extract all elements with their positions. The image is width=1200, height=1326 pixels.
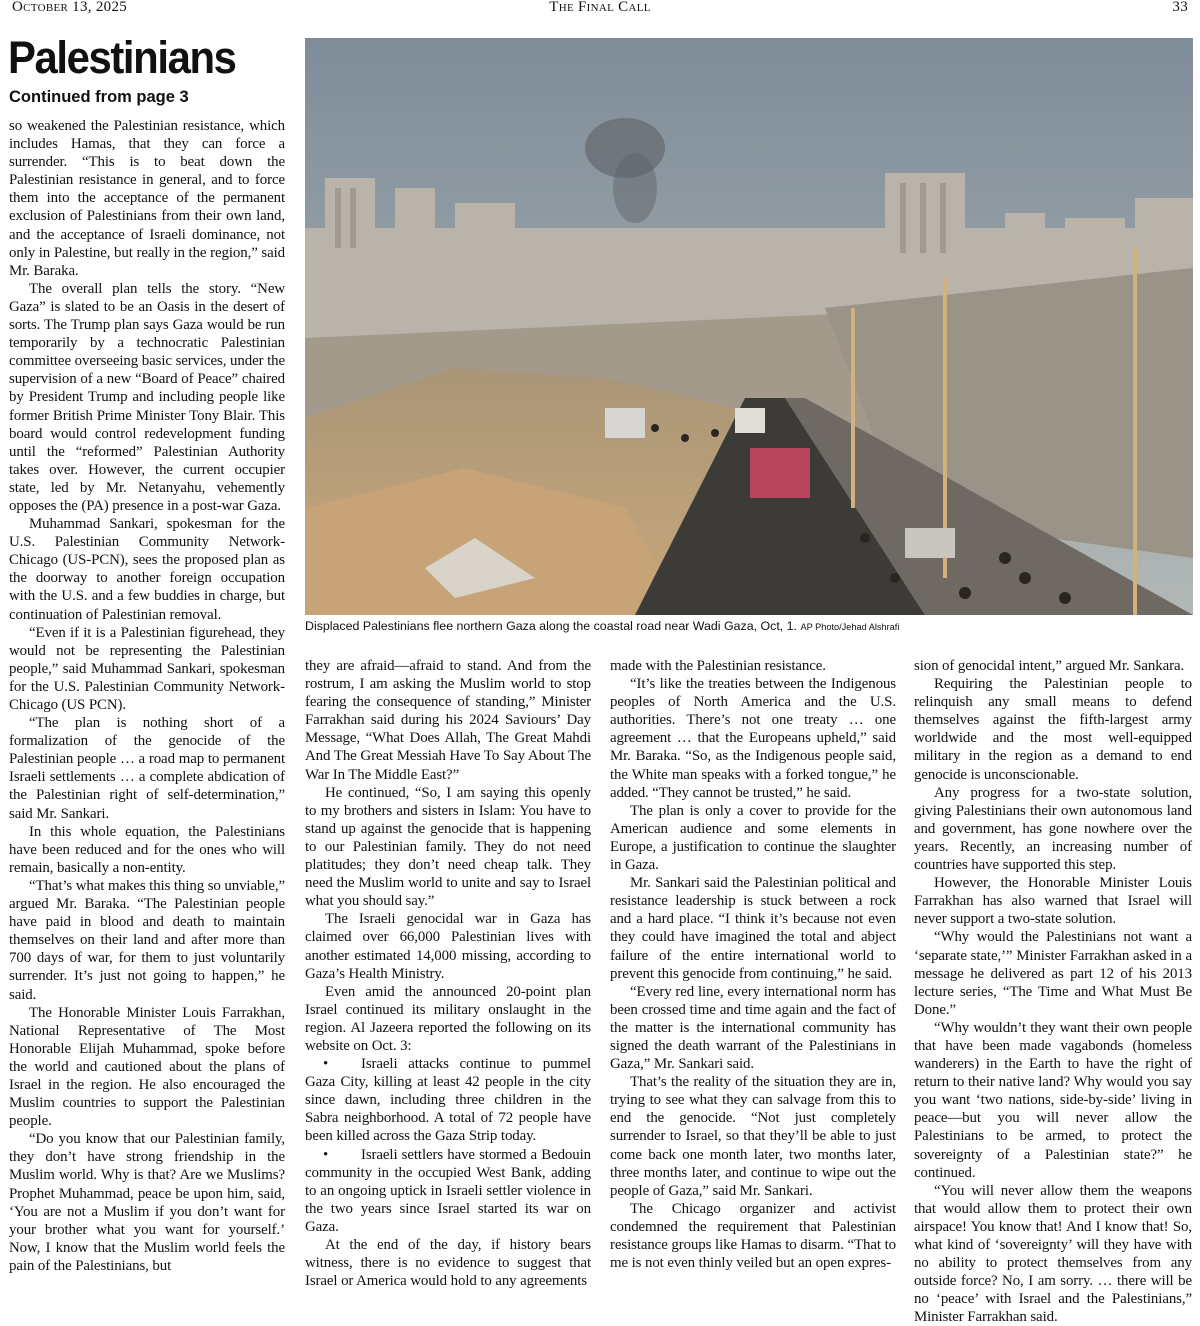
news-photo xyxy=(305,38,1193,615)
bullet-text: Israeli settlers have stormed a Bedouin community in the occupied West Bank, adding to an ongoing uptick in Israeli settler violence in the two years since Israel started its war on Gaza. xyxy=(305,1146,591,1235)
article-headline: Palestinians xyxy=(8,32,236,83)
continued-note: Continued from page 3 xyxy=(9,88,189,106)
photo-credit: AP Photo/Jehad Alshrafi xyxy=(800,622,900,632)
paragraph: made with the Palestinian resistance. xyxy=(610,658,826,674)
paragraph: they are afraid—afraid to stand. And from the rostrum, I am asking the Muslim world to stop fearing the consequence of standing,” Minister Farrakhan said during his 2024 Saviours’ Day Message, “What Does Allah, The Great Mahdi And The Great Messiah Have To Say About The War In The Middle East?” xyxy=(305,658,591,783)
bullet-marker: • xyxy=(323,1056,329,1073)
paragraph: “It’s like the treaties between the Indigenous peoples of North America and the U.S. authorities. There’s not one treaty … one agreement … that the Europeans upheld,” said Mr. Baraka. “So, as the Indigenous people said, the White man speaks with a forked tongue,” he added. “They cannot be trusted,” he said. xyxy=(610,676,896,801)
paragraph: sion of genocidal intent,” argued Mr. Sankara. xyxy=(914,658,1185,674)
gaza-road-illustration xyxy=(305,38,1193,615)
bullet-item xyxy=(305,1055,591,1145)
paragraph: The overall plan tells the story. “New Gaza” is slated to be an Oasis in the desert of sorts. The Trump plan says Gaza would be run temporarily by a technocratic Palestinian committee overseeing basic services, under the supervision of a new “Board of Peace” chaired by President Trump and including people like former British Prime Minister Tony Blair. This board would control redevelopment funding until the “reformed” Palestinian Authority takes over. However, the current occupier state, led by Mr. Netanyahu, vehemently opposes the (PA) presence in a post-war Gaza. xyxy=(9,280,285,514)
page-number: 33 xyxy=(1172,0,1188,15)
paragraph: He continued, “So, I am saying this openly to my brothers and sisters in Islam: You have to stand up against the genocide that is happening to our Palestinian family. They do not need platitudes; they don’t need cheap talk. They need the Muslim world to unite and say to Israel what you should say.” xyxy=(305,784,591,910)
paragraph: In this whole equation, the Palestinians have been reduced and for the ones who will remain, basically a non-entity. xyxy=(9,823,285,876)
paragraph: Requiring the Palestinian people to relinquish any small means to defend themselves against the fifth-largest army worldwide and the most well-equipped military in the region as a demand to end genocide is unconscionable. xyxy=(914,676,1192,783)
article-column-3 xyxy=(610,657,896,1272)
paragraph: However, the Honorable Minister Louis Farrakhan has also warned that Israel will never support a two-state solution. xyxy=(914,875,1192,928)
paragraph: Even amid the announced 20-point plan Israel continued its military onslaught in the region. Al Jazeera reported the following on its website on Oct. 3: xyxy=(305,983,591,1054)
paragraph: Any progress for a two-state solution, giving Palestinians their own autonomous land and government, has gone nowhere over the years. Recently, an increasing number of countries have supported this step. xyxy=(914,784,1192,874)
paragraph: The Israeli genocidal war in Gaza has claimed over 66,000 Palestinian lives with another estimated 14,000 missing, according to Gaza’s Health Ministry. xyxy=(305,911,591,982)
paragraph: The plan is only a cover to provide for the American audience and some elements in Europe, a justification to continue the slaughter in Gaza. xyxy=(610,802,896,874)
paragraph: “The plan is nothing short of a formalization of the genocide of the Palestinian people … a road map to permanent Israeli settlements … a complete abdication of the Palestinian right of self-determination,” said Mr. Sankari. xyxy=(9,715,285,822)
paragraph: “Do you know that our Palestinian family, they don’t have strong friendship in the Muslim world. Why is that? Are we Muslims? Prophet Muhammad, peace be upon him, said, ‘You are not a Muslim if you don’t want for your brother what you want for yourself.’ Now, I know that the Muslim world feels the pain of the Palestinians, but xyxy=(9,1131,285,1274)
paragraph: “Why wouldn’t they want their own people that have been made vagabonds (homeless wanderers) in the Earth to have the right of return to their native land? Why would you say you want ‘two nations, side-by-side’ living in peace—but you will never allow the Palestinians to be armed, to protect the sovereignty of a Palestinian state?” he continued. xyxy=(914,1019,1192,1181)
paragraph: Mr. Sankari said the Palestinian political and resistance leadership is stuck between a rock and a hard place. “I think it’s because not even they could have imagined the total and abject failure of the entire international world to prevent this genocide from continuing,” he said. xyxy=(610,875,896,982)
newspaper-name: The Final Call xyxy=(549,0,651,15)
paragraph: At the end of the day, if history bears witness, there is no evidence to suggest that Israel or America would hold to any agreements xyxy=(305,1237,591,1290)
article-column-1 xyxy=(9,117,285,1275)
paragraph: Muhammad Sankari, spokesman for the U.S. Palestinian Community Network-Chicago (US-PCN), sees the proposed plan as the doorway to another foreign occupation with the U.S. and a few buddies in charge, but continuation of Palestinian removal. xyxy=(9,516,285,623)
paragraph: The Chicago organizer and activist condemned the requirement that Palestinian resistance groups like Hamas to disarm. “That to me is not even thinly veiled but an open expres- xyxy=(610,1200,896,1272)
issue-date: October 13, 2025 xyxy=(12,0,128,15)
paragraph: “Even if it is a Palestinian figurehead, they would not be representing the Palestinian people,” said Muhammad Sankari, spokesman for the U.S. Palestinian Community Network-Chicago (US PCN). xyxy=(9,624,285,713)
caption-text: Displaced Palestinians flee northern Gaza along the coastal road near Wadi Gaza, Oct, 1. xyxy=(305,619,797,633)
bullet-text: Israeli attacks continue to pummel Gaza City, killing at least 42 people in the city since dawn, including three children in the Sabra neighborhood. A total of 72 people have been killed across the Gaza Strip today. xyxy=(305,1056,591,1145)
paragraph: “Why would the Palestinians not want a ‘separate state,’” Minister Farrakhan asked in a message he delivered as part 12 of his 2013 lecture series, “The Time and What Must Be Done.” xyxy=(914,929,1192,1018)
paragraph: “That’s what makes this thing so unviable,” argued Mr. Baraka. “The Palestinian people have paid in blood and death to maintain themselves on their land and after more than 700 days of war, for them to just voluntarily surrender. It’s just not going to happen,” he said. xyxy=(9,877,285,1003)
paragraph: The Honorable Minister Louis Farrakhan, National Representative of The Most Honorable Elijah Muhammad, spoke before the world and cautioned about the plans of Israel in the region. He also encouraged the Muslim countries to support the Palestinian people. xyxy=(9,1004,285,1130)
paragraph: so weakened the Palestinian resistance, which includes Hamas, that they can force a surrender. “This is to beat down the Palestinian resistance in general, and to force them into the acceptance of the permanent exclusion of Palestinians from their own land, and the acceptance of Israeli dominance, not only in Palestine, but really in the region,” said Mr. Baraka. xyxy=(9,118,285,279)
paragraph: “You will never allow them the weapons that would allow them to protect their own airspace! You know that! And I know that! So, what kind of ‘sovereignty’ will they have with no ability to protect themselves from any outside force? No, I am sorry. … there will be no ‘peace’ with Israel and the Palestinians,” Minister Farrakhan said. xyxy=(914,1182,1192,1326)
page-header xyxy=(0,0,1200,18)
article-column-2 xyxy=(305,657,591,1290)
photo-caption xyxy=(305,617,1195,635)
paragraph: That’s the reality of the situation they are in, trying to see what they can salvage from this to end the genocide. “Not just completely surrender to Israel, so that they’ll be able to just come back one month later, two months later, three months later, and continue to wipe out the people of Gaza,” said Mr. Sankari. xyxy=(610,1074,896,1199)
bullet-marker: • xyxy=(323,1146,329,1163)
paragraph: “Every red line, every international norm has been crossed time and time again and the fact of the matter is the international community has signed the death warrant of the Palestinians in Gaza,” Mr. Sankari said. xyxy=(610,983,896,1073)
bullet-item xyxy=(305,1146,591,1236)
article-column-4 xyxy=(914,657,1192,1326)
